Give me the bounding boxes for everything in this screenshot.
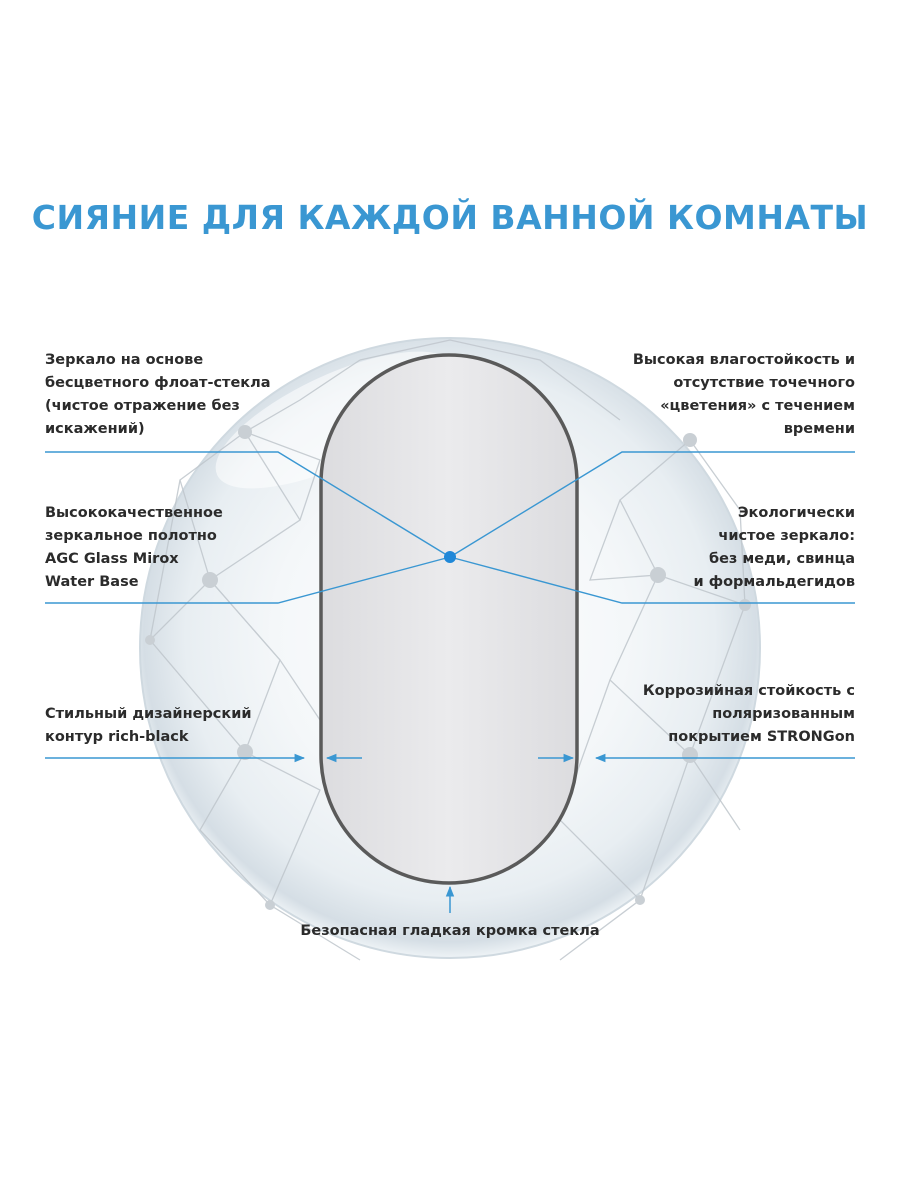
feature-agc-line-4: Water Base — [45, 574, 139, 590]
feature-moisture-line-3: «цветения» с течением — [660, 398, 855, 414]
feature-safe-edge-label: Безопасная гладкая кромка стекла — [300, 923, 600, 939]
feature-moisture — [633, 349, 855, 441]
feature-agc-line-2: зеркальное полотно — [45, 528, 217, 544]
feature-corrosion — [643, 680, 855, 749]
feature-eco-line-4: и формальдегидов — [693, 574, 855, 590]
mirror-body — [321, 355, 577, 883]
feature-moisture-line-1: Высокая влагостойкость и — [632, 352, 855, 368]
feature-corrosion-line-2: поляризованным — [712, 706, 855, 722]
feature-eco-line-1: Экологически — [737, 505, 855, 521]
center-dot — [444, 551, 456, 563]
feature-corrosion-line-1: Коррозийная стойкость с — [642, 683, 855, 699]
feature-agc-line-1: Высококачественное — [45, 505, 223, 521]
feature-corrosion-line-3: покрытием STRONGon — [668, 729, 855, 745]
feature-contour-line-2: контур rich-black — [45, 729, 189, 745]
page-title: СИЯНИЕ ДЛЯ КАЖДОЙ ВАННОЙ КОМНАТЫ — [31, 198, 869, 237]
feature-float-glass-line-1: Зеркало на основе — [45, 352, 204, 368]
feature-agc-line-3: AGC Glass Mirox — [45, 551, 179, 567]
feature-float-glass — [45, 349, 271, 441]
feature-float-glass-line-2: бесцветного флоат-стекла — [45, 375, 271, 391]
feature-eco — [694, 502, 856, 594]
feature-float-glass-line-3: (чистое отражение без — [45, 398, 240, 414]
feature-eco-line-2: чистое зеркало: — [718, 528, 855, 544]
feature-safe-edge — [0, 920, 900, 943]
feature-float-glass-line-4: искажений) — [45, 421, 145, 437]
feature-eco-line-3: без меди, свинца — [708, 551, 855, 567]
feature-agc-glass — [45, 502, 223, 594]
feature-moisture-line-2: отсутствие точечного — [673, 375, 855, 391]
feature-contour — [45, 703, 252, 749]
feature-moisture-line-4: времени — [783, 421, 855, 437]
feature-contour-line-1: Стильный дизайнерский — [45, 706, 252, 722]
